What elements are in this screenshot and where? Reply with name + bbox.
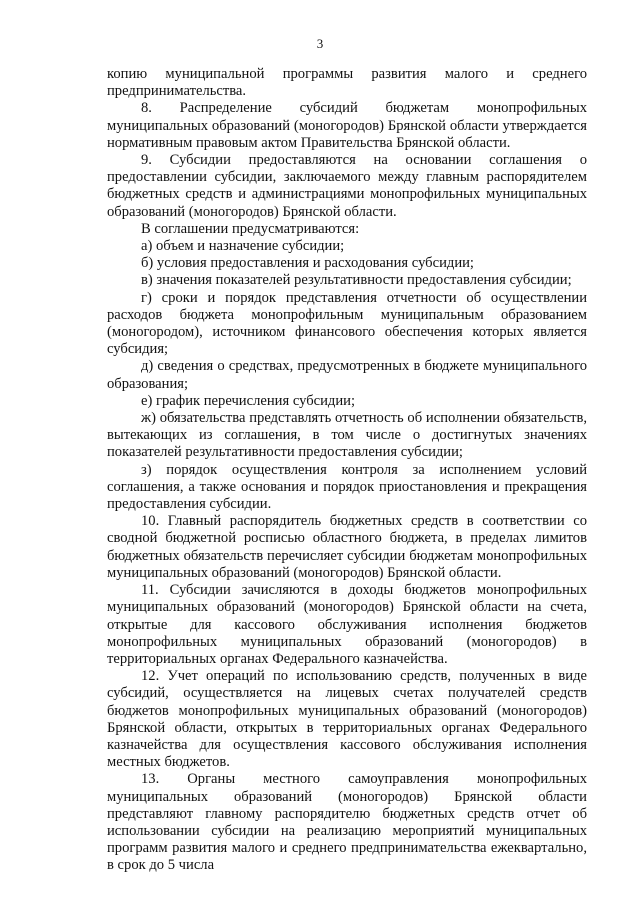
list-item-zh: ж) обязательства представлять отчетность об исполнении обязательств, вытекающих из соглашения, в том числе о достигнутых значениях показателей результативности предоставления субсидии; xyxy=(107,410,587,461)
paragraph-agreement-intro: В соглашении предусматриваются: xyxy=(141,220,360,237)
paragraph-13: 13. Органы местного самоуправления монопрофильных муниципальных образований (моногородов) Брянской области представляют главному распорядителю бюджетных средств отчет об использовании субсидии на реализацию мероприятий муниципальных программ развития малого и среднего предпринимательства ежеквартально, в срок до 5 числа xyxy=(107,771,587,874)
list-item-d: д) сведения о средствах, предусмотренных в бюджете муниципального образования; xyxy=(107,358,587,392)
paragraph-12: 12. Учет операций по использованию средств, полученных в виде субсидий, осуществляется на лицевых счетах получателей средств бюджетов монопрофильных муниципальных образований (моногородов) Брянской области, открытых в территориальных органах Федерального казначейства для осуществления кассового обслуживания исполнения местных бюджетов. xyxy=(107,668,587,771)
paragraph-11: 11. Субсидии зачисляются в доходы бюджетов монопрофильных муниципальных образований (моногородов) Брянской области на счета, открытые для кассового обслуживания исполнения бюджетов монопрофильных муниципальных образований (моногородов) в территориальных органах Федерального казначейства. xyxy=(107,582,587,667)
list-item-b: б) условия предоставления и расходования субсидии; xyxy=(141,255,474,272)
paragraph-9: 9. Субсидии предоставляются на основании соглашения о предоставлении субсидии, заключаемого между главным распорядителем бюджетных средств и администрациями монопрофильных муниципальных образований (моногородов) Брянской области. xyxy=(107,152,587,220)
list-item-a: а) объем и назначение субсидии; xyxy=(141,238,345,255)
list-item-e: е) график перечисления субсидии; xyxy=(141,392,356,409)
paragraph-8: 8. Распределение субсидий бюджетам монопрофильных муниципальных образований (моногородов) Брянской области утверждается нормативным правовым актом Правительства Брянской области. xyxy=(107,100,587,151)
paragraph-10: 10. Главный распорядитель бюджетных средств в соответствии со сводной бюджетной росписью областного бюджета, в пределах лимитов бюджетных обязательств перечисляет субсидии бюджетам монопрофильных муниципальных образований (моногородов) Брянской области. xyxy=(107,513,587,581)
paragraph-continuation: копию муниципальной программы развития малого и среднего предпринимательства. xyxy=(107,66,587,100)
list-item-v: в) значения показателей результативности предоставления субсидии; xyxy=(141,272,572,289)
list-item-g: г) сроки и порядок представления отчетности об осуществлении расходов бюджета монопрофильным муниципальным образованием (моногородом), источником финансового обеспечения которых является субсидия; xyxy=(107,289,587,358)
page-number: 3 xyxy=(316,36,324,51)
document-body xyxy=(107,66,587,875)
list-item-z: з) порядок осуществления контроля за исполнением условий соглашения, а также основания и порядок приостановления и прекращения предоставления субсидии. xyxy=(107,461,587,513)
